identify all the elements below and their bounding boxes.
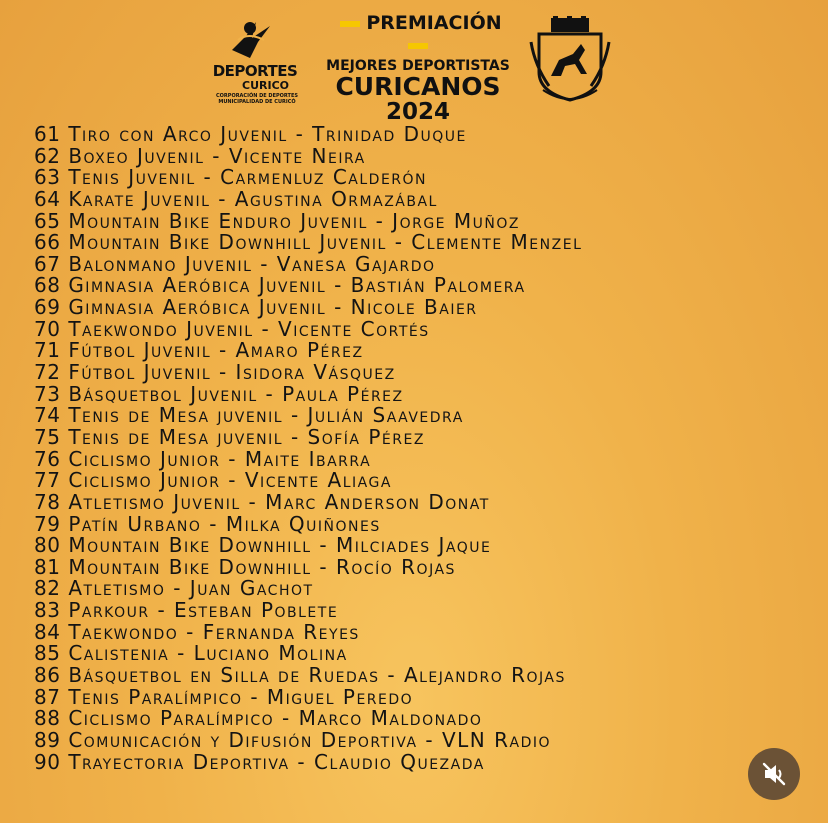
award-text: Ciclismo Junior - Vicente Aliaga: [68, 468, 392, 493]
award-number: 84: [34, 619, 61, 644]
award-text: Balonmano Juvenil - Vanesa Gajardo: [68, 251, 436, 276]
award-number: 87: [34, 684, 61, 709]
award-text: Atletismo - Juan Gachot: [68, 576, 314, 601]
award-text: Tenis Juvenil - Carmenluz Calderón: [68, 165, 428, 190]
award-item: [34, 317, 582, 339]
award-text: Tenis Paralímpico - Miguel Peredo: [68, 684, 414, 709]
award-number: 63: [34, 165, 61, 190]
award-item: [34, 447, 582, 469]
awards-list: [34, 122, 583, 774]
award-text: Mountain Bike Downhill - Milciades Jaque: [68, 533, 492, 558]
award-text: Mountain Bike Downhill Juvenil - Clemente Menzel: [68, 230, 583, 255]
award-item: [34, 512, 582, 534]
award-item: [34, 273, 582, 298]
logo-sub: CURICO: [242, 79, 289, 92]
award-item: [34, 338, 582, 363]
award-number: 89: [34, 727, 61, 752]
award-text: Gimnasia Aeróbica Juvenil - Bastián Palomera: [68, 273, 526, 298]
award-item: [34, 165, 582, 190]
award-number: 86: [34, 663, 61, 688]
accent-bar-right: [408, 43, 428, 49]
speaker-muted-icon: [760, 760, 788, 788]
logo-name: DEPORTES: [212, 62, 298, 80]
award-number: 75: [34, 424, 61, 449]
award-item: [34, 360, 582, 385]
award-item: [34, 209, 582, 231]
award-text: Trayectoria Deportiva - Claudio Quezada: [68, 749, 485, 774]
award-number: 74: [34, 403, 61, 428]
award-item: [34, 620, 582, 642]
award-item: [34, 468, 582, 493]
award-text: Ciclismo Paralímpico - Marco Maldonado: [68, 706, 483, 731]
award-text: Tenis de Mesa juvenil - Sofía Pérez: [68, 424, 425, 449]
award-number: 69: [34, 295, 61, 320]
award-number: 83: [34, 598, 61, 623]
award-text: Comunicación y Difusión Deportiva - VLN Radio: [68, 727, 552, 752]
award-text: Karate Juvenil - Agustina Ormazábal: [68, 186, 438, 211]
award-text: Fútbol Juvenil - Isidora Vásquez: [68, 360, 396, 385]
award-text: Boxeo Juvenil - Vicente Neira: [68, 143, 366, 168]
award-text: Tenis de Mesa juvenil - Julián Saavedra: [68, 403, 464, 428]
award-number: 73: [34, 381, 61, 406]
award-number: 71: [34, 338, 61, 363]
award-number: 64: [34, 186, 61, 211]
award-number: 66: [34, 230, 61, 255]
award-text: Patín Urbano - Milka Quiñones: [68, 511, 381, 536]
award-text: Tiro con Arco Juvenil - Trinidad Duque: [68, 122, 467, 146]
award-item: [34, 576, 582, 601]
title-mejores: MEJORES DEPORTISTAS: [326, 58, 510, 74]
accent-bar-left: [340, 21, 360, 27]
award-item: [34, 598, 582, 623]
award-number: 67: [34, 251, 61, 276]
title-block: [320, 12, 516, 124]
award-item: [34, 750, 582, 772]
award-item: [34, 728, 582, 750]
award-item: [34, 706, 582, 731]
award-text: Taekwondo - Fernanda Reyes: [68, 619, 360, 644]
award-number: 72: [34, 360, 61, 385]
title-premiacion: PREMIACIÓN: [320, 12, 516, 56]
header: [0, 10, 828, 125]
award-number: 68: [34, 273, 61, 298]
award-text: Gimnasia Aeróbica Juvenil - Nicole Baier: [68, 295, 478, 320]
award-text: Atletismo Juvenil - Marc Anderson Donat: [68, 489, 490, 514]
municipal-seal-icon: [529, 16, 611, 104]
award-number: 70: [34, 316, 61, 341]
award-item: [34, 663, 582, 688]
award-number: 80: [34, 533, 61, 558]
award-text: Fútbol Juvenil - Amaro Pérez: [68, 338, 364, 363]
award-number: 88: [34, 706, 61, 731]
athlete-figure-icon: [212, 18, 298, 62]
award-item: [34, 641, 582, 666]
award-number: 79: [34, 511, 61, 536]
award-number: 61: [34, 122, 61, 146]
award-number: 82: [34, 576, 61, 601]
award-item: [34, 230, 583, 255]
award-number: 90: [34, 749, 61, 774]
award-text: Básquetbol en Silla de Ruedas - Alejandro Rojas: [68, 663, 566, 688]
award-item: [34, 252, 582, 274]
award-item: [34, 490, 582, 512]
award-text: Ciclismo Junior - Maite Ibarra: [68, 446, 372, 471]
award-item: [34, 403, 582, 428]
award-number: 77: [34, 468, 61, 493]
award-item: [34, 382, 582, 404]
award-item: [34, 425, 582, 447]
award-text: Calistenia - Luciano Molina: [68, 641, 348, 666]
title-curicanos: CURICANOS: [335, 72, 501, 101]
award-number: 78: [34, 489, 61, 514]
award-number: 62: [34, 143, 61, 168]
award-item: [34, 187, 582, 209]
award-item: [34, 533, 582, 558]
title-year: 2024: [385, 99, 450, 125]
award-number: 65: [34, 208, 61, 233]
award-item: [34, 555, 582, 577]
award-text: Mountain Bike Enduro Juvenil - Jorge Muñoz: [68, 208, 520, 233]
award-number: 81: [34, 554, 61, 579]
award-text: Básquetbol Juvenil - Paula Pérez: [68, 381, 404, 406]
award-number: 85: [34, 641, 61, 666]
award-text: Taekwondo Juvenil - Vicente Cortés: [68, 316, 430, 341]
award-item: [34, 685, 582, 707]
award-item: [34, 295, 582, 320]
mute-button[interactable]: [748, 748, 800, 800]
deportes-curico-logo: [212, 18, 298, 106]
award-text: Parkour - Esteban Poblete: [68, 598, 339, 623]
award-item: [34, 122, 582, 144]
award-item: [34, 144, 582, 166]
logo-tagline: CORPORACIÓN DE DEPORTES MUNICIPALIDAD DE CURICÓ: [216, 93, 298, 105]
award-text: Mountain Bike Downhill - Rocío Rojas: [68, 554, 456, 579]
award-number: 76: [34, 446, 61, 471]
